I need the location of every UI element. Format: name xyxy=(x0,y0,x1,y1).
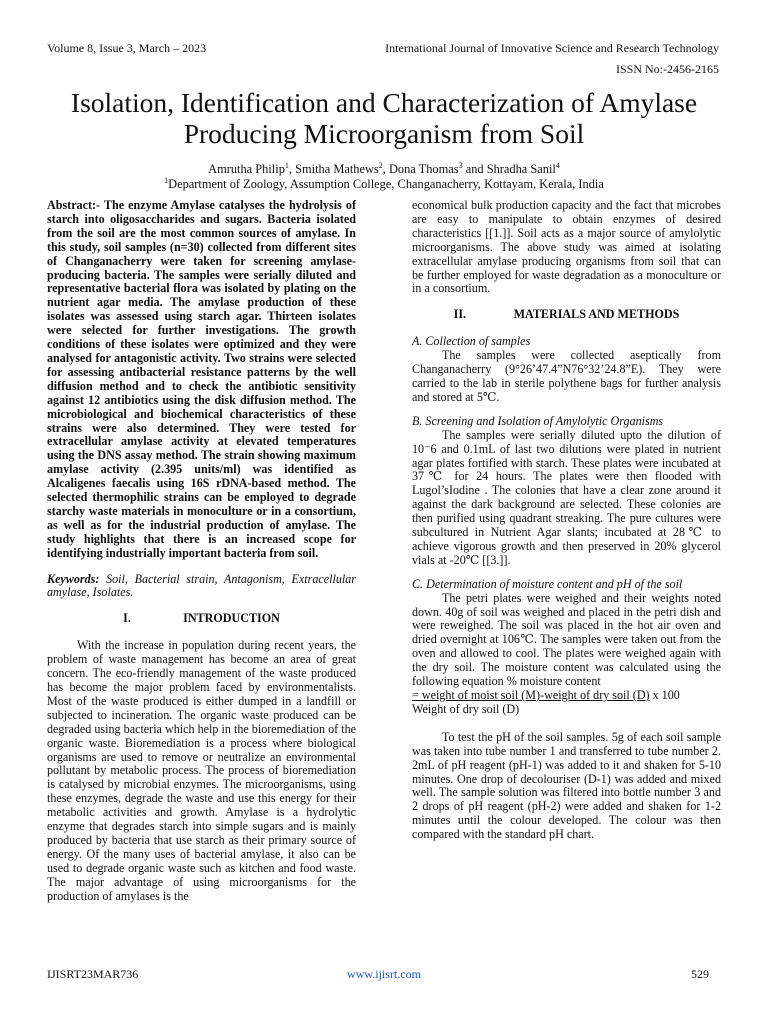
keywords-label: Keywords: xyxy=(47,571,100,586)
intro-continuation: economical bulk production capacity and the fact that microbes are easy to manipulate to obtain enzymes of desired characteristics [[1.]]. Soil acts as a major source of amylolytic microorganisms. The above study was aimed at isolating extracellular amylase producing organisms from soil that can be further employed for waste degradation as a monoculture or in a consortium. xyxy=(412,198,721,296)
author-superscript: 1 xyxy=(284,160,289,170)
abstract: Abstract:- The enzyme Amylase catalyses the hydrolysis of starch into oligosaccharides and sugars. Bacteria isolated from the soil are the most common sources of amylase. In this study, soil samples (n=30) collected from different sites of Changanacherry were taken for screening amylase-producing bacteria. The samples were serially diluted and representative bacterial flora was isolated by plating on the nutrient agar media. The amylase production of these isolates was assessed using starch agar. Thirteen isolates were selected for further investigations. The growth conditions of these isolates were optimized and they were analysed for antagonistic activity. Two strains were selected for assessing antibacterial resistance patterns by the well diffusion method and to check the antibiotic sensitivity against 12 antibiotics using the disk diffusion method. The microbiological and biochemical characteristics of these strains were also determined. They were tested for extracellular amylase activity at elevated temperatures using the DNS assay method. The strain showing maximum amylase activity (2.395 units/ml) was identified as Alcaligenes faecalis using 16S rDNA-based method. The selected thermophilic strains can be employed to degrade starchy waste materials in monoculture or in a consortium, as well as for the industrial production of amylase. The study highlights that there is an increased scope for identifying industrially important bacteria from soil. xyxy=(47,198,356,560)
author-name: Dona Thomas xyxy=(388,162,459,176)
author-superscript: 2 xyxy=(378,160,383,170)
author-name: Smitha Mathews xyxy=(295,162,379,176)
footer-url-link[interactable]: www.ijisrt.com xyxy=(347,967,421,981)
section-title: INTRODUCTION xyxy=(183,611,280,626)
paper-title: Isolation, Identification and Characterization of Amylase Producing Microorganism from Soil xyxy=(70,87,698,149)
separator: and xyxy=(462,162,487,176)
left-column xyxy=(47,199,356,904)
equation-denominator: Weight of dry soil (D) xyxy=(412,701,520,716)
footer-paper-id: IJISRT23MAR736 xyxy=(47,967,139,981)
subsection-heading-a: A. Collection of samples xyxy=(412,334,531,349)
separator: , xyxy=(288,162,296,176)
affiliation-text: Department of Zoology, Assumption College, Changanacherry, Kottayam, Kerala, India xyxy=(168,177,604,191)
equation-numerator: = weight of moist soil (M)-weight of dry soil (D) xyxy=(412,688,650,702)
moisture-paragraph: The petri plates were weighed and their weights noted down. 40g of soil was weighed and placed in the petri dish and were reweighed. The soil was placed in the hot air oven and dried overnight at 106℃. The samples were taken out from the oven and allowed to cool. The plates were weighed again with the dry soil. The moisture content was calculated using the following equation % moisture content xyxy=(412,590,721,689)
right-column xyxy=(412,199,721,842)
section-title: MATERIALS AND METHODS xyxy=(513,307,680,322)
volume-info: Volume 8, Issue 3, March – 2023 xyxy=(47,41,207,55)
author-list xyxy=(40,162,728,177)
author-superscript: 4 xyxy=(555,160,560,170)
collection-paragraph: The samples were collected aseptically from Changanacherry (9°26’47.4”N76°32’24.8”E). They were carried to the lab in sterile polythene bags for further analysis and stored at 5℃. xyxy=(412,348,721,404)
section-heading-materials xyxy=(412,308,721,322)
section-number: I. xyxy=(123,611,131,626)
screening-paragraph: The samples were serially diluted upto the dilution of 10⁻6 and 0.1mL of last two dilutions were plated in nutrient agar plates fortified with starch. These plates were incubated at 37℃ for 24 hours. The plates were then flooded with Lugol’sIodine . The colonies that have a clear zone around it against the dark background are selected. These colonies are then purified using quadrant streaking. The pure cultures were subcultured in Nutrient Agar slants; incubated at 28℃ to achieve vigorous growth and then preserved in 20% glycerol vials at -20℃ [[3.]]. xyxy=(412,427,721,567)
subsection-heading-b: B. Screening and Isolation of Amylolytic Organisms xyxy=(412,413,664,428)
ph-paragraph: To test the pH of the soil samples. 5g of each soil sample was taken into tube number 1 and transferred to tube number 2. 2mL of pH reagent (pH-1) was added to it and shaken for 5-10 minutes. One drop of decolouriser (D-1) was added and mixed well. The sample solution was filtered into bottle number 3 and 2 drops of pH reagent (pH-2) were added and shaken for 1-2 minutes until the colour developed. The colour was then compared with the standard pH chart. xyxy=(412,729,721,842)
section-heading-introduction xyxy=(47,612,356,626)
intro-paragraph: With the increase in population during recent years, the problem of waste management has become an area of great concern. The eco-friendly management of the waste produced has become the major problem faced by environmentalists. Most of the waste produced is either dumped in a landfill or subjected to incineration. The organic waste produced can be degraded using bacteria which help in the bioremediation of the organic waste. Bioremediation is a process where biological organisms are used to remove or neutralize an environmental pollutant by metabolic process. The process of bioremediation is catalysed by microbial enzymes. The microorganisms, using these enzymes, degrade the waste and use this energy for their metabolic activities and growth. Amylase is a hydrolytic enzyme that degrades starch into simple sugars and is mainly produced by bacteria that use starch as their primary source of energy. Of the many uses of bacterial amylase, it also can be used to degrade organic waste such as kitchen and food waste. The major advantage of using microorganisms for the production of amylases is the xyxy=(47,638,356,903)
author-name: Amrutha Philip xyxy=(208,162,285,176)
separator: , xyxy=(382,162,389,176)
issn: ISSN No:-2456-2165 xyxy=(615,62,719,76)
affiliation xyxy=(40,177,728,192)
keywords-text: Soil, Bacterial strain, Antagonism, Extracellular amylase, Isolates. xyxy=(47,571,356,600)
footer-page-number: 529 xyxy=(691,967,709,981)
moisture-equation xyxy=(412,689,721,703)
section-number: II. xyxy=(453,307,467,322)
author-superscript: 3 xyxy=(458,160,463,170)
affiliation-superscript: 1 xyxy=(164,175,169,185)
equation-multiplier: x 100 xyxy=(649,688,680,702)
journal-name: International Journal of Innovative Science and Research Technology xyxy=(385,41,719,55)
keywords xyxy=(47,573,356,601)
subsection-heading-c: C. Determination of moisture content and pH of the soil xyxy=(412,576,683,591)
author-name: Shradha Sanil xyxy=(486,162,556,176)
